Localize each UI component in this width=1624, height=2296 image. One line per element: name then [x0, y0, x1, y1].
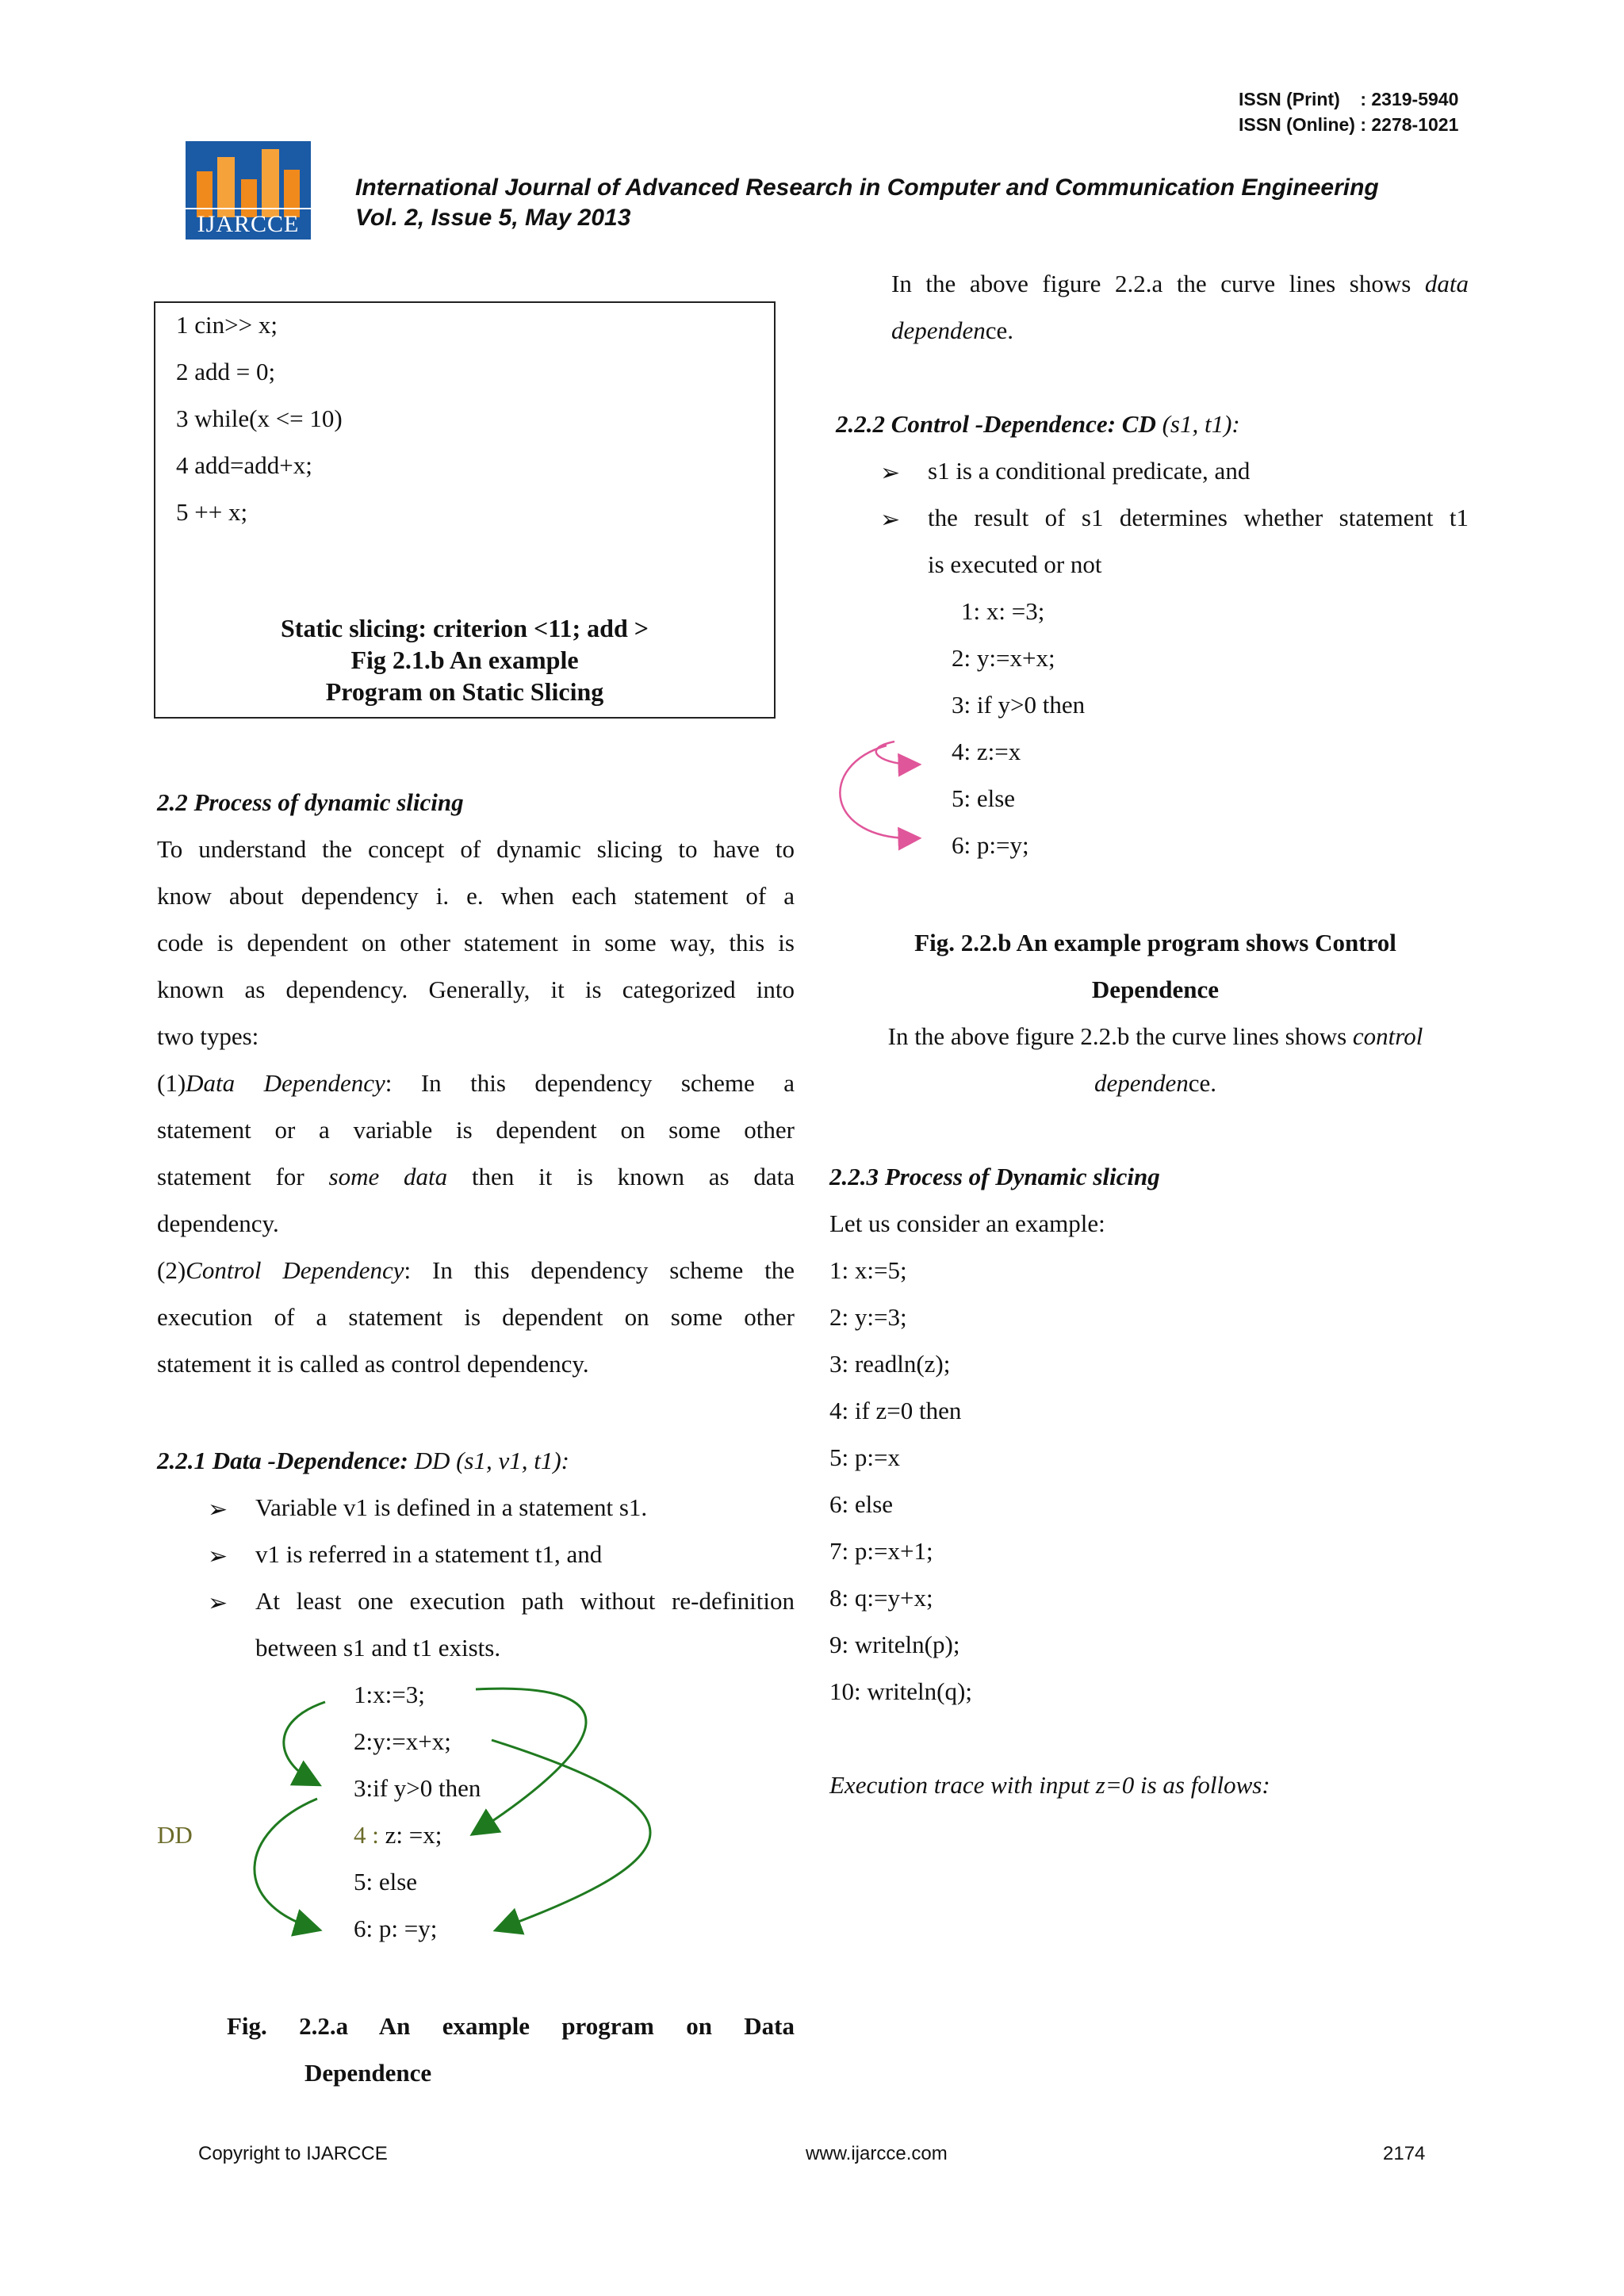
program-line: 2: y:=3; [829, 1303, 907, 1331]
program-line: 10: writeln(q); [829, 1677, 972, 1705]
bullet-text: At least one execution path without re-definition [255, 1587, 795, 1615]
program-line: 3: readln(z); [829, 1350, 951, 1378]
paragraph-line: dependence. [1094, 1069, 1217, 1097]
paragraph-line: Let us consider an example: [829, 1209, 1105, 1237]
program-line: 4: if z=0 then [829, 1397, 962, 1424]
code-line: 1 cin>> x; [176, 311, 278, 339]
program-line: 9: writeln(p); [829, 1631, 960, 1658]
cd-code-line: 3: if y>0 then [952, 691, 1086, 719]
figure-caption: Fig. 2.2.a An example program on Data [227, 2012, 795, 2040]
bullet-text: s1 is a conditional predicate, and [928, 457, 1251, 485]
bullet-text: v1 is referred in a statement t1, and [255, 1540, 603, 1568]
dd-code-line: 6: p: =y; [354, 1915, 438, 1942]
program-line: 5: p:=x [829, 1443, 900, 1471]
bullet-text: the result of s1 determines whether statement t1 [928, 504, 1469, 531]
bullet-arrow-icon: ➢ [208, 1543, 228, 1570]
dd-arrow-1-to-4 [476, 1688, 586, 1832]
paragraph-line: two types: [157, 1022, 259, 1050]
dd-arrow-1-to-3 [284, 1702, 325, 1783]
bullet-text: Variable v1 is defined in a statement s1. [255, 1493, 648, 1521]
paragraph-line: execution of a statement is dependent on some other [157, 1303, 795, 1331]
code-line: 5 ++ x; [176, 498, 248, 526]
paragraph-line: known as dependency. Generally, it is categorized into [157, 976, 795, 1003]
cd-arrow-3-to-4 [876, 742, 916, 765]
logo-text: IJARCCE [186, 208, 311, 238]
paragraph-line: statement it is called as control dependency. [157, 1350, 589, 1378]
dd-code-line: 1:x:=3; [354, 1681, 425, 1708]
figure-caption: Program on Static Slicing [325, 677, 604, 706]
section-heading: 2.2.3 Process of Dynamic slicing [829, 1163, 1160, 1190]
dd-code-line: 5: else [354, 1868, 418, 1895]
cd-code-line: 1: x: =3; [961, 597, 1045, 625]
footer-copyright: Copyright to IJARCCE [198, 2143, 388, 2164]
figure-caption: Fig 2.1.b An example [350, 646, 579, 674]
figure-caption: Fig. 2.2.b An example program shows Control [914, 929, 1396, 956]
trace-caption: Execution trace with input z=0 is as follows: [829, 1771, 1270, 1799]
section-heading: 2.2 Process of dynamic slicing [157, 788, 464, 816]
code-line: 2 add = 0; [176, 358, 276, 385]
section-heading: 2.2.2 Control -Dependence: CD (s1, t1): [836, 410, 1240, 438]
paragraph-line: (1)Data Dependency: In this dependency scheme a [157, 1069, 795, 1097]
paragraph-line: statement for some data then it is known as data [157, 1163, 795, 1190]
bullet-text: between s1 and t1 exists. [255, 1634, 501, 1662]
issn-print: ISSN (Print) : 2319-5940 [1239, 89, 1459, 109]
paragraph-line: code is dependent on other statement in some way, this is [157, 929, 795, 956]
cd-code-line: 2: y:=x+x; [952, 644, 1055, 672]
paragraph-line: In the above figure 2.2.b the curve lines shows control [887, 1022, 1423, 1050]
section-heading: 2.2.1 Data -Dependence: DD (s1, v1, t1): [157, 1447, 569, 1474]
dd-code-line: 4 : z: =x; [354, 1821, 442, 1849]
paragraph-line: know about dependency i. e. when each statement of a [157, 882, 795, 910]
dd-code-line: 3:if y>0 then [354, 1774, 481, 1802]
code-line: 3 while(x <= 10) [176, 404, 343, 432]
cd-code-line: 6: p:=y; [952, 831, 1029, 859]
cd-code-line: 4: z:=x [952, 738, 1021, 765]
journal-title: International Journal of Advanced Research in Computer and Communication Engineering [355, 174, 1379, 201]
paragraph-line: In the above figure 2.2.a the curve lines shows data [891, 270, 1469, 297]
figure-caption: Dependence [1091, 976, 1220, 1003]
program-line: 7: p:=x+1; [829, 1537, 933, 1565]
bullet-arrow-icon: ➢ [208, 1590, 228, 1616]
dd-arrow-3-to-6 [255, 1799, 317, 1929]
journal-volume: Vol. 2, Issue 5, May 2013 [355, 205, 631, 231]
bullet-text: is executed or not [928, 550, 1102, 578]
figure-caption: Dependence [304, 2059, 432, 2087]
program-line: 8: q:=y+x; [829, 1584, 933, 1612]
program-line: 1: x:=5; [829, 1256, 907, 1284]
paragraph-line: dependency. [157, 1209, 279, 1237]
dd-label: DD [157, 1821, 193, 1849]
paragraph-line: (2)Control Dependency: In this dependency scheme the [157, 1256, 795, 1284]
code-line: 4 add=add+x; [176, 451, 312, 479]
paragraph-line: dependence. [891, 316, 1014, 344]
dd-code-line: 2:y:=x+x; [354, 1727, 451, 1755]
figure-caption: Static slicing: criterion <11; add > [281, 614, 649, 642]
dd-arrow-2-to-6 [492, 1740, 650, 1929]
bullet-arrow-icon: ➢ [880, 507, 901, 533]
cd-code-line: 5: else [952, 784, 1016, 812]
issn-online: ISSN (Online) : 2278-1021 [1239, 114, 1459, 135]
footer-website[interactable]: www.ijarcce.com [806, 2143, 948, 2164]
bullet-arrow-icon: ➢ [880, 460, 901, 486]
program-line: 6: else [829, 1490, 894, 1518]
paragraph-line: statement or a variable is dependent on some other [157, 1116, 795, 1144]
cd-arrow-3-to-6 [840, 746, 916, 838]
bullet-arrow-icon: ➢ [208, 1497, 228, 1523]
paragraph-line: To understand the concept of dynamic slicing to have to [157, 835, 795, 863]
footer-page-number: 2174 [1383, 2143, 1426, 2164]
